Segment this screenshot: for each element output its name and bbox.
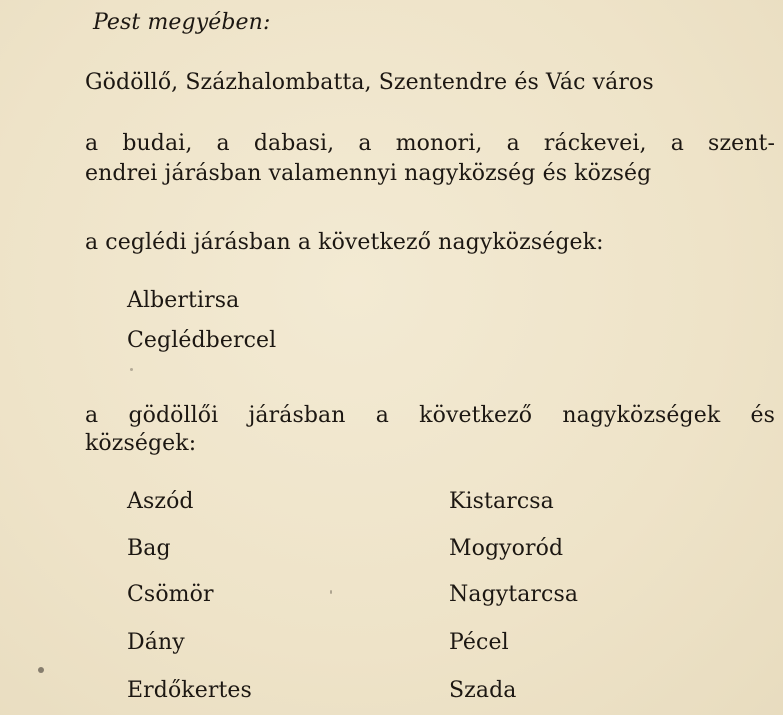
print-speck <box>330 590 332 594</box>
godollo-intro-line-2: községek: <box>85 431 197 456</box>
godollo-right-item: Kistarcsa <box>449 489 554 514</box>
godollo-left-item: Aszód <box>127 489 194 514</box>
print-speck <box>130 368 133 371</box>
godollo-left-item: Bag <box>127 536 171 561</box>
godollo-right-item: Pécel <box>449 630 509 655</box>
godollo-right-item: Nagytarcsa <box>449 582 579 607</box>
cegled-item: Ceglédbercel <box>127 328 277 353</box>
page-heading: Pest megyében: <box>93 10 271 35</box>
godollo-left-item: Dány <box>127 630 185 655</box>
districts-line-1: a budai, a dabasi, a monori, a ráckevei, a szent- <box>85 131 775 156</box>
cities-line: Gödöllő, Százhalombatta, Szentendre és Vác város <box>85 70 654 95</box>
cegled-intro: a ceglédi járásban a következő nagyközségek: <box>85 230 604 255</box>
godollo-left-item: Erdőkertes <box>127 678 252 703</box>
print-speck <box>38 667 44 673</box>
godollo-intro-line-1: a gödöllői járásban a következő nagyközségek és <box>85 403 775 428</box>
godollo-right-item: Szada <box>449 678 517 703</box>
cegled-item: Albertirsa <box>127 288 240 313</box>
districts-line-2: endrei járásban valamennyi nagyközség és község <box>85 161 652 186</box>
godollo-right-item: Mogyoród <box>449 536 564 561</box>
godollo-left-item: Csömör <box>127 582 214 607</box>
